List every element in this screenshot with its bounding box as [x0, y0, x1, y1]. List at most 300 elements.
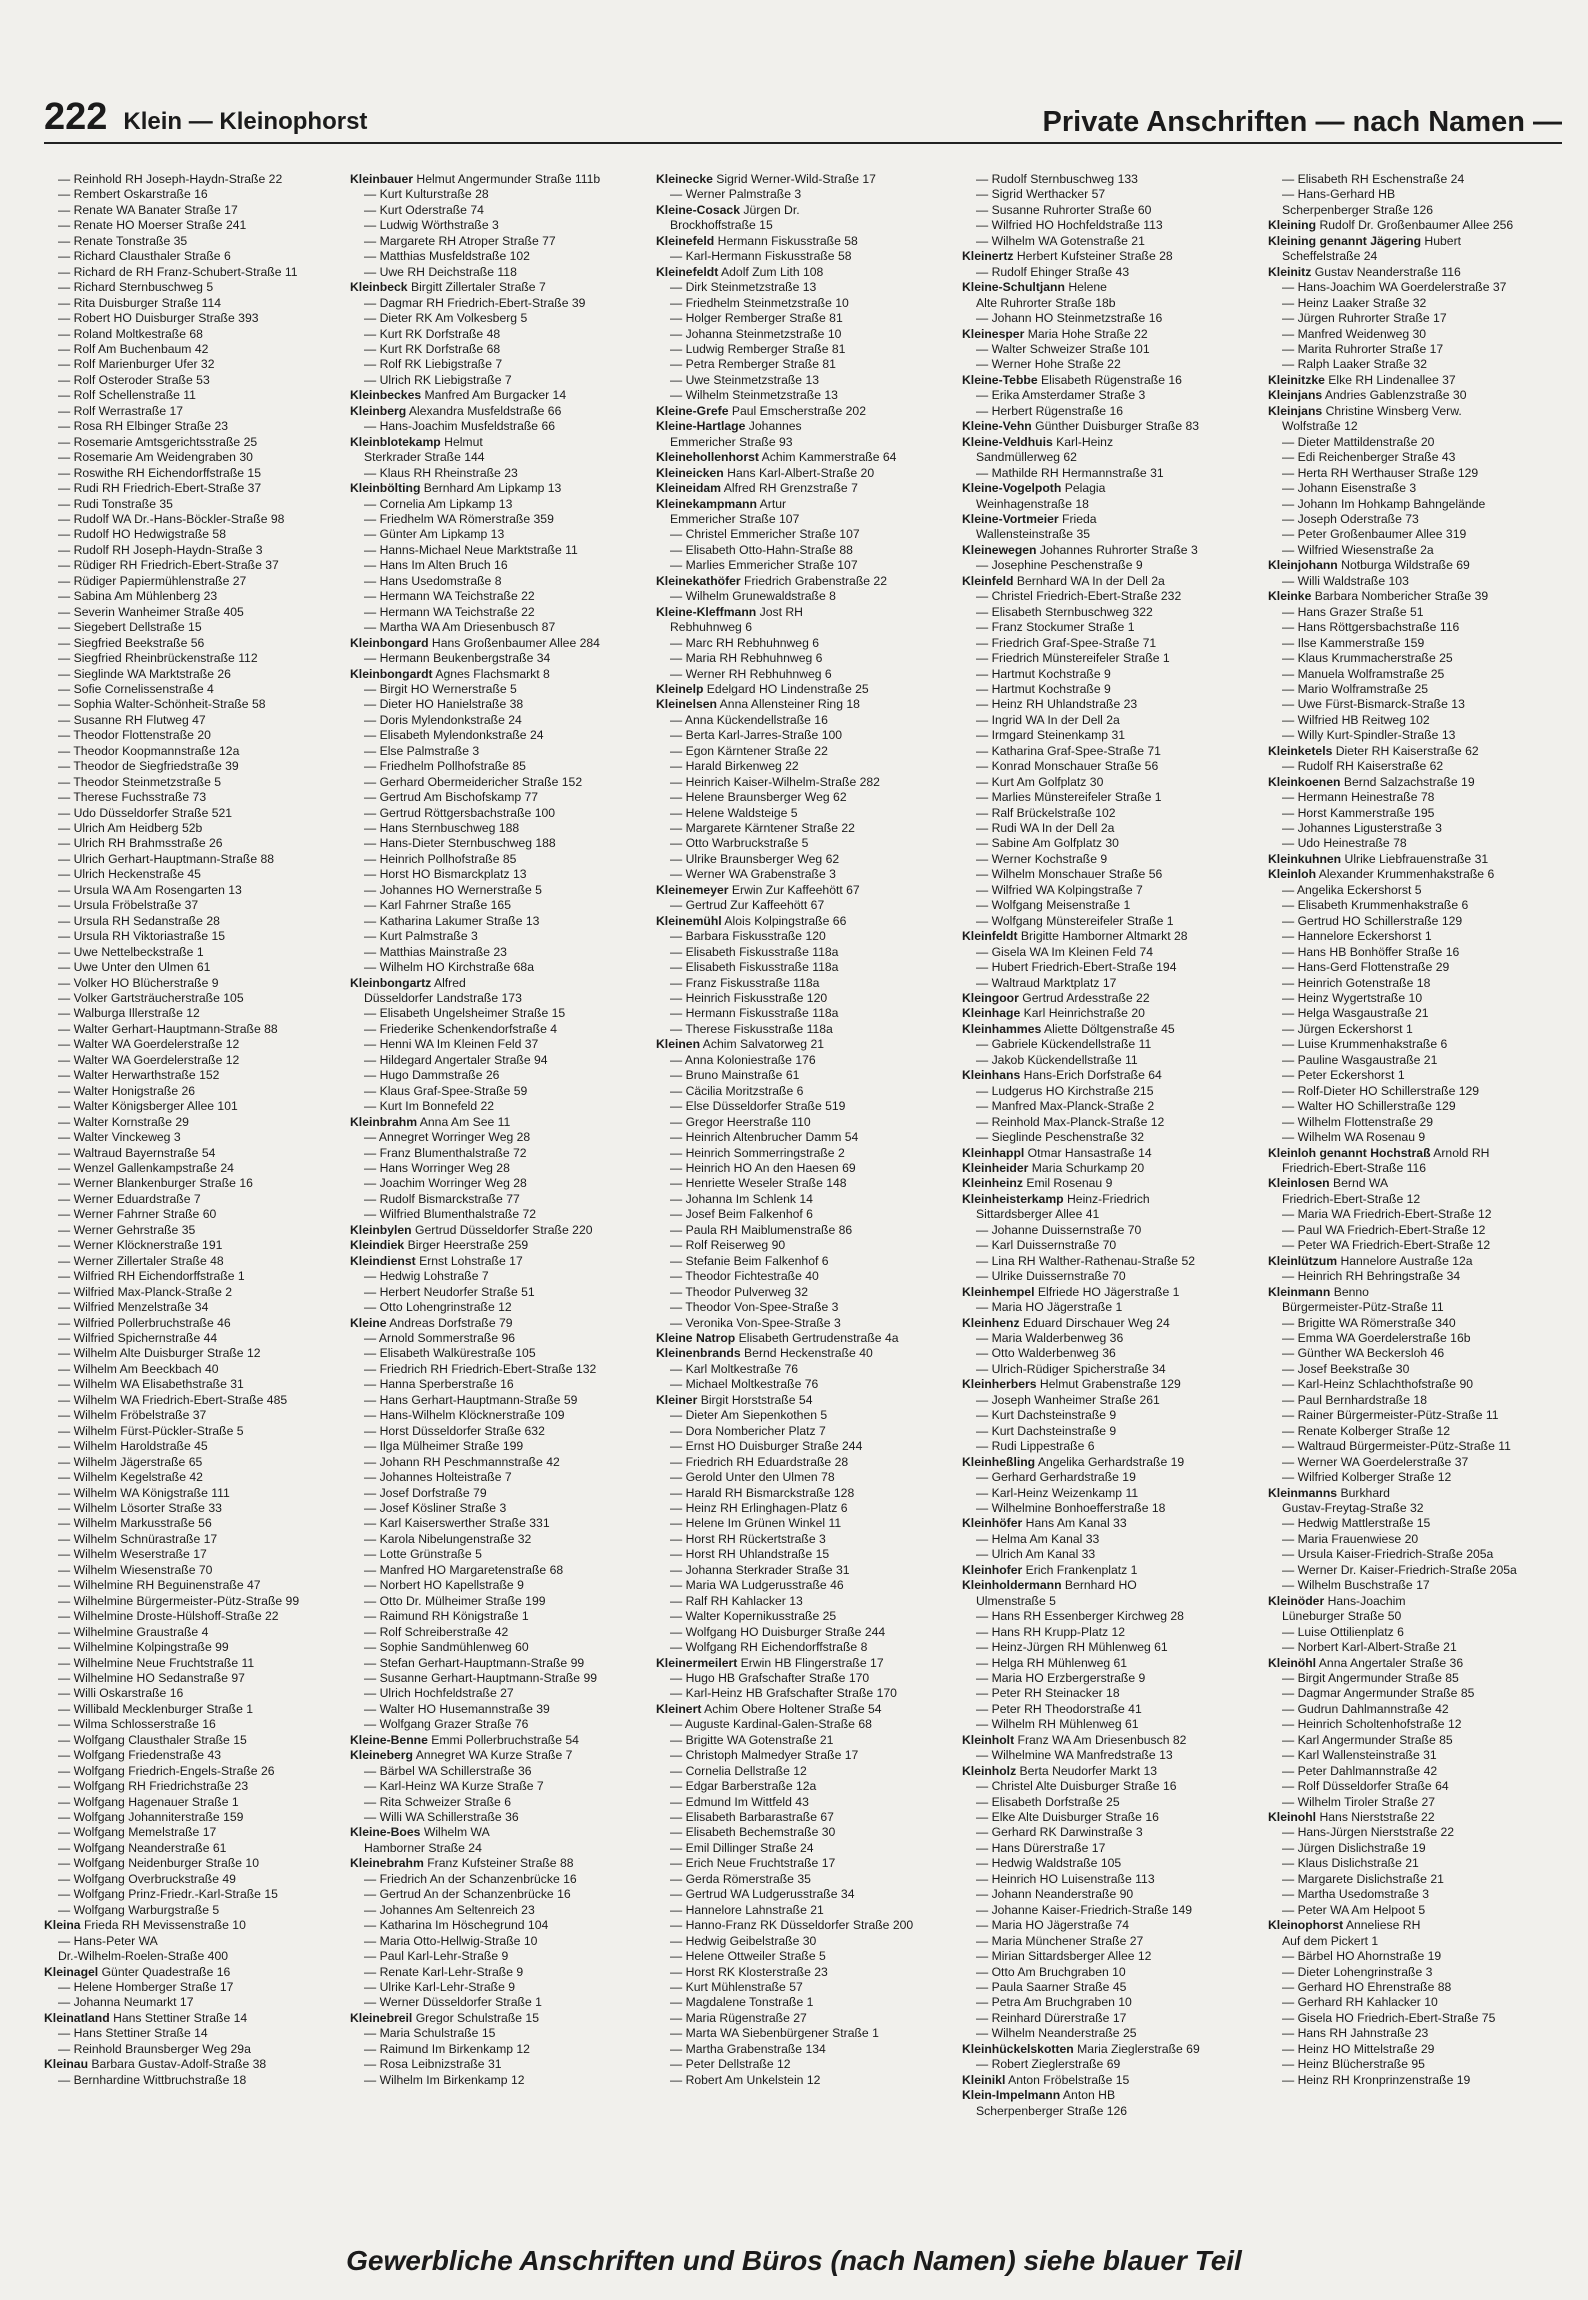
listing-entry: — Gerold Unter den Ulmen 78 — [670, 1470, 835, 1485]
surname-entry — [962, 1733, 1256, 1748]
entry-text: Alfred — [431, 975, 466, 990]
entry-text: Johannes Ruhrorter Straße 3 — [1036, 542, 1198, 557]
listing-entry: — Gertrud Röttgersbachstraße 100 — [364, 805, 556, 820]
listing-entry: — Maria Otto-Hellwig-Straße 10 — [364, 1933, 538, 1948]
entry-continuation: Emmericher Straße 93 — [670, 434, 793, 449]
surname-entry — [656, 605, 950, 620]
listing-entry: — Werner Hohe Straße 22 — [976, 357, 1121, 372]
surname-entry — [962, 419, 1256, 434]
surname: Klein-Impelmann — [962, 2088, 1061, 2103]
listing-entry: — Christel Friedrich-Ebert-Straße 232 — [976, 589, 1182, 604]
surname-entry — [656, 1656, 950, 1671]
listing-entry: — Rudolf Ehinger Straße 43 — [976, 264, 1130, 279]
surname-entry — [962, 249, 1256, 264]
entry-text: Hans Am Kanal 33 — [1022, 1516, 1127, 1531]
surname-entry — [962, 2088, 1256, 2103]
listing-entry: — Hans HB Bonhöffer Straße 16 — [1282, 944, 1460, 959]
listing-entry: — Wilhelmine RH Beguinenstraße 47 — [58, 1578, 261, 1593]
entry-text: Hans Stettiner Straße 14 — [109, 2010, 248, 2025]
listing-entry: — Karl-Heinz Weizenkamp 11 — [976, 1485, 1139, 1500]
surname: Kleinjans — [1268, 403, 1323, 418]
listing-entry: — Waltraud Bayernstraße 54 — [58, 1145, 216, 1160]
listing-entry: — Hedwig Mattlerstraße 15 — [1282, 1516, 1431, 1531]
entry-text: Sigrid Werner-Wild-Straße 17 — [712, 172, 876, 186]
listing-entry: — Volker Gartsträucherstraße 105 — [58, 991, 244, 1006]
entry-text: Ernst Lohstraße 17 — [415, 1253, 523, 1268]
listing-entry: — Ernst HO Duisburger Straße 244 — [670, 1439, 863, 1454]
entry-text: Karl Heinrichstraße 20 — [1020, 1006, 1145, 1021]
listing-entry: — Ulrike Karl-Lehr-Straße 9 — [364, 1980, 516, 1995]
entry-text: Hans-Erich Dorfstraße 64 — [1020, 1068, 1162, 1083]
surname-entry — [656, 450, 950, 465]
listing-entry: — Lotte Grünstraße 5 — [364, 1547, 482, 1562]
column-3 — [656, 172, 950, 2212]
listing-entry: — Uwe RH Deichstraße 118 — [364, 264, 517, 279]
entry-text: Helmut Grabenstraße 129 — [1036, 1377, 1181, 1392]
listing-entry: — Hannelore Lahnstraße 21 — [670, 1902, 824, 1917]
entry-continuation: Brockhoffstraße 15 — [670, 218, 773, 233]
entry-text: Birger Heerstraße 259 — [404, 1238, 529, 1253]
listing-entry: — Johann Eisenstraße 3 — [1282, 481, 1417, 496]
listing-entry: — Friedhelm WA Römerstraße 359 — [364, 511, 554, 526]
listing-entry: — Mathilde RH Hermannstraße 31 — [976, 465, 1164, 480]
entry-text: Manfred Am Burgacker 14 — [421, 388, 567, 403]
listing-entry: — Hans RH Krupp-Platz 12 — [976, 1624, 1126, 1639]
listing-entry: — Rosa Leibnizstraße 31 — [364, 2057, 502, 2072]
listing-entry: — Johannes Holteistraße 7 — [364, 1470, 512, 1485]
listing-entry: — Else Düsseldorfer Straße 519 — [670, 1099, 846, 1114]
listing-entry: — Hans-Peter WA — [58, 1933, 158, 1948]
listing-entry: — Walter Kopernikusstraße 25 — [670, 1609, 837, 1624]
listing-entry: — Josef Beim Falkenhof 6 — [670, 1207, 813, 1222]
listing-entry: — Walter WA Goerdelerstraße 12 — [58, 1037, 240, 1052]
listing-entry: — Hermann Heinestraße 78 — [1282, 790, 1435, 805]
listing-entry: — Werner RH Rebhuhnweg 6 — [670, 666, 832, 681]
listing-entry: — Norbert Karl-Albert-Straße 21 — [1282, 1640, 1457, 1655]
surname-entry — [962, 1006, 1256, 1021]
listing-entry: — Wolfgang RH Eichendorffstraße 8 — [670, 1640, 868, 1655]
listing-entry: — Werner Düsseldorfer Straße 1 — [364, 1995, 542, 2010]
surname: Kleinherbers — [962, 1377, 1037, 1392]
listing-entry: — Michael Moltkestraße 76 — [670, 1377, 819, 1392]
listing-entry: — Irmgard Steinenkamp 31 — [976, 728, 1126, 743]
entry-continuation: Alte Ruhrorter Straße 18b — [976, 295, 1116, 310]
listing-entry: — Rudolf HO Hedwigstraße 58 — [58, 527, 226, 542]
listing-entry: — Theodor Pulverweg 32 — [670, 1284, 808, 1299]
listing-entry: — Johannes Am Seltenreich 23 — [364, 1902, 535, 1917]
listing-entry: — Walter HO Husemannstraße 39 — [364, 1701, 550, 1716]
entry-continuation: Scheffelstraße 24 — [1282, 249, 1378, 264]
listing-entry: — Stefan Gerhart-Hauptmann-Straße 99 — [364, 1655, 585, 1670]
listing-entry: — Heinrich Altenbrucher Damm 54 — [670, 1130, 859, 1145]
entry-text: Gustav Neanderstraße 116 — [1311, 264, 1461, 279]
surname: Kleinekathöfer — [656, 573, 741, 588]
listing-entry: — Walter Schweizer Straße 101 — [976, 341, 1150, 356]
listing-entry: — Robert Zieglerstraße 69 — [976, 2057, 1121, 2072]
surname-entry — [656, 574, 950, 589]
listing-entry: — Otto Walderbenweg 36 — [976, 1346, 1116, 1361]
listing-entry: — Elisabeth Walkürestraße 105 — [364, 1346, 536, 1361]
listing-entry: — Wolfgang Prinz-Friedr.-Karl-Straße 15 — [58, 1887, 278, 1902]
listing-entry: — Hans-Jürgen Nierststraße 22 — [1282, 1825, 1455, 1840]
surname-entry — [1268, 1594, 1562, 1609]
entry-text: Günter Quadestraße 16 — [98, 1964, 231, 1979]
listing-entry: — Walburga Illerstraße 12 — [58, 1006, 200, 1021]
surname-entry — [44, 2011, 338, 2026]
listing-entry: — Ulrich-Rüdiger Spicherstraße 34 — [976, 1361, 1166, 1376]
listing-entry: — Wilhelm Jägerstraße 65 — [58, 1454, 203, 1469]
listing-entry: — Johann HO Steinmetzstraße 16 — [976, 311, 1163, 326]
surname: Kleinebrahm — [350, 1856, 424, 1871]
entry-text: Heinz-Friedrich — [1063, 1191, 1150, 1206]
listing-entry: — Heinz RH Uhlandstraße 23 — [976, 697, 1138, 712]
surname-entry — [1268, 388, 1562, 403]
surname-entry — [962, 1146, 1256, 1161]
listing-entry: — Ulrich Hochfeldstraße 27 — [364, 1686, 514, 1701]
listing-entry: — Hans-Gerhard HB — [1282, 187, 1396, 202]
listing-entry: — Johanne Kaiser-Friedrich-Straße 149 — [976, 1902, 1193, 1917]
listing-entry: — Rainer Bürgermeister-Pütz-Straße 11 — [1282, 1408, 1499, 1423]
listing-entry: — Johannes Ligusterstraße 3 — [1282, 821, 1442, 836]
surname-entry — [962, 373, 1256, 388]
listing-entry: — Friedrich RH Eduardstraße 28 — [670, 1454, 849, 1469]
surname-entry — [656, 203, 950, 218]
listing-entry: — Horst RH Rückertstraße 3 — [670, 1531, 826, 1546]
listing-entry: — Gerda Römerstraße 35 — [670, 1871, 811, 1886]
entry-text: Bernhard WA In der Dell 2a — [1013, 573, 1165, 588]
surname-entry — [962, 2042, 1256, 2057]
surname: Kleinermeilert — [656, 1655, 738, 1670]
listing-entry: — Maria HO Jägerstraße 74 — [976, 1918, 1130, 1933]
listing-entry: — Johanna Sterkrader Straße 31 — [670, 1562, 850, 1577]
listing-entry: — Renate Karl-Lehr-Straße 9 — [364, 1964, 524, 1979]
listing-entry: — Ulrike Duissernstraße 70 — [976, 1269, 1126, 1284]
surname-entry — [350, 172, 644, 187]
surname-entry — [350, 1254, 644, 1269]
listing-entry: — Gerhard RH Kahlacker 10 — [1282, 1995, 1438, 2010]
listing-entry: — Hedwig Waldstraße 105 — [976, 1856, 1122, 1871]
name-range: Klein — Kleinophorst — [123, 108, 368, 135]
entry-text: Adolf Zum Lith 108 — [718, 264, 824, 279]
listing-entry: — Hugo Dammstraße 26 — [364, 1068, 500, 1083]
listing-entry: — Willi WA Schillerstraße 36 — [364, 1810, 519, 1825]
listing-entry: — Gisela HO Friedrich-Ebert-Straße 75 — [1282, 2010, 1496, 2025]
listing-entry: — Richard Clausthaler Straße 6 — [58, 249, 231, 264]
listing-entry: — Elisabeth Bechemstraße 30 — [670, 1825, 836, 1840]
listing-entry: — Petra Am Bruchgraben 10 — [976, 1995, 1132, 2010]
listing-entry: — Edmund Im Wittfeld 43 — [670, 1794, 809, 1809]
footer-note: Gewerbliche Anschriften und Büros (nach Namen) siehe blauer Teil — [346, 2245, 1242, 2276]
listing-entry: — Wolfgang Memelstraße 17 — [58, 1825, 217, 1840]
listing-entry: — Konrad Monschauer Straße 56 — [976, 759, 1159, 774]
entry-text: Bernd Heckenstraße 40 — [740, 1346, 873, 1361]
surname: Kleinemeyer — [656, 882, 729, 897]
listing-entry: — Hans Grazer Straße 51 — [1282, 604, 1424, 619]
listing-entry: — Renate Kolberger Straße 12 — [1282, 1423, 1451, 1438]
entry-continuation: Friedrich-Ebert-Straße 12 — [1282, 1191, 1421, 1206]
listing-entry: — Hugo HB Grafschafter Straße 170 — [670, 1670, 870, 1685]
surname: Kleine-Kleffmann — [656, 604, 757, 619]
listing-entry: — Severin Wanheimer Straße 405 — [58, 604, 244, 619]
listing-entry: — Hans-Joachim Musfeldstraße 66 — [364, 419, 556, 434]
listing-entry: — Bärbel WA Schillerstraße 36 — [364, 1763, 532, 1778]
entry-text: Edelgard HO Lindenstraße 25 — [703, 681, 869, 696]
listing-entry: — Wolfgang Warburgstraße 5 — [58, 1902, 220, 1917]
listing-entry: — Martha WA Am Driesenbusch 87 — [364, 620, 556, 635]
surname: Kleinke — [1268, 589, 1312, 604]
listing-entry: — Wilhelm RH Mühlenweg 61 — [976, 1717, 1139, 1732]
listing-entry: — Horst HO Bismarckplatz 13 — [364, 867, 527, 882]
entry-text: Barbara Nombericher Straße 39 — [1311, 589, 1489, 604]
listing-entry: — Ursula RH Viktoriastraße 15 — [58, 929, 226, 944]
surname: Kleinophorst — [1268, 1918, 1344, 1933]
listing-entry: — Ursula Fröbelstraße 37 — [58, 898, 199, 913]
entry-text: Jost RH — [756, 604, 803, 619]
listing-entry: — Sofie Cornelissenstraße 4 — [58, 681, 214, 696]
entry-continuation: Wallensteinstraße 35 — [976, 527, 1091, 542]
page-header — [44, 96, 1562, 144]
surname-entry — [1268, 1486, 1562, 1501]
surname: Kleinbölting — [350, 481, 421, 496]
listing-entry: — Hans Röttgersbachstraße 116 — [1282, 620, 1460, 635]
listing-entry: — Elisabeth Ungelsheimer Straße 15 — [364, 1006, 566, 1021]
listing-entry: — Karl-Heinz HB Grafschafter Straße 170 — [670, 1686, 897, 1701]
listing-entry: — Gudrun Dahlmannstraße 42 — [1282, 1701, 1449, 1716]
listing-entry: — Therese Fuchsstraße 73 — [58, 790, 207, 805]
listing-entry: — Birgit Angermunder Straße 85 — [1282, 1670, 1459, 1685]
surname-entry — [656, 1702, 950, 1717]
listing-entry: — Heinrich Scholtenhofstraße 12 — [1282, 1717, 1462, 1732]
listing-entry: — Maria RH Rebhuhnweg 6 — [670, 651, 823, 666]
entry-text: Elfriede HO Jägerstraße 1 — [1034, 1284, 1180, 1299]
surname: Kleine-Grefe — [656, 403, 729, 418]
surname: Kleindienst — [350, 1253, 416, 1268]
listing-entry: — Robert Am Unkelstein 12 — [670, 2072, 821, 2087]
listing-entry: — Rolf Werrastraße 17 — [58, 403, 184, 418]
entry-text: Anton HB — [1060, 2088, 1116, 2103]
listing-entry: — Herbert Neudorfer Straße 51 — [364, 1284, 535, 1299]
listing-entry: — Heinz-Jürgen RH Mühlenweg 61 — [976, 1640, 1168, 1655]
entry-continuation: Rebhuhnweg 6 — [670, 620, 752, 635]
listing-entry: — Rolf Marienburger Ufer 32 — [58, 357, 215, 372]
listing-entry: — Josef Dorfstraße 79 — [364, 1485, 487, 1500]
surname-entry — [44, 1918, 338, 1933]
surname-entry — [962, 327, 1256, 342]
entry-continuation: Hamborner Straße 24 — [364, 1840, 482, 1855]
listing-entry: — Wolfgang Neanderstraße 61 — [58, 1840, 227, 1855]
listing-entry: — Dieter Am Siepenkothen 5 — [670, 1408, 828, 1423]
listing-entry: — Cornelia Dellstraße 12 — [670, 1763, 807, 1778]
listing-entry: — Heinz RH Kronprinzenstraße 19 — [1282, 2072, 1471, 2087]
entry-text: Wilhelm WA — [420, 1825, 490, 1840]
listing-entry: — Therese Fiskusstraße 118a — [670, 1021, 833, 1036]
listing-entry: — Heinrich HO An den Haesen 69 — [670, 1161, 856, 1175]
listing-entry: — Theodor Koopmannstraße 12a — [58, 743, 240, 758]
listing-entry: — Wilhelm Markusstraße 56 — [58, 1516, 212, 1531]
entry-text: Franz Kufsteiner Straße 88 — [423, 1856, 574, 1871]
listing-entry: — Sieglinde Peschenstraße 32 — [976, 1130, 1145, 1145]
entry-text: Frieda — [1058, 511, 1097, 526]
listing-entry: — Herbert Rügenstraße 16 — [976, 403, 1123, 418]
listing-entry: — Angelika Eckershorst 5 — [1282, 882, 1422, 897]
listing-entry: — Cornelia Am Lipkamp 13 — [364, 496, 513, 511]
listing-entry: — Heinrich Pollhofstraße 85 — [364, 851, 517, 866]
listing-entry: — Hans Stettiner Straße 14 — [58, 2026, 208, 2041]
listing-entry: — Manfred Max-Planck-Straße 2 — [976, 1099, 1155, 1114]
listing-entry: — Emma WA Goerdelerstraße 16b — [1282, 1330, 1471, 1345]
listing-entry: — Werner Klöcknerstraße 191 — [58, 1238, 223, 1253]
listing-entry: — Rolf-Dieter HO Schillerstraße 129 — [1282, 1083, 1480, 1098]
listing-entry: — Gregor Heerstraße 110 — [670, 1114, 811, 1129]
listing-entry: — Wilhelm Alte Duisburger Straße 12 — [58, 1346, 261, 1361]
listing-entry: — Renate WA Banater Straße 17 — [58, 202, 238, 217]
listing-entry: — Erika Amsterdamer Straße 3 — [976, 388, 1146, 403]
listing-entry: — Ulrich Heckenstraße 45 — [58, 867, 201, 882]
entry-text: Erich Frankenplatz 1 — [1022, 1562, 1138, 1577]
listing-entry: — Peter Dellstraße 12 — [670, 2057, 791, 2072]
listing-entry: — Karl Angermunder Straße 85 — [1282, 1732, 1453, 1747]
listing-entry: — Heinrich Kaiser-Wilhelm-Straße 282 — [670, 774, 880, 789]
listing-entry: — Rüdiger Papiermühlenstraße 27 — [58, 573, 247, 588]
listing-entry: — Wilhelm WA Friedrich-Ebert-Straße 485 — [58, 1392, 288, 1407]
listing-entry: — Wilfried HB Reitweg 102 — [1282, 712, 1430, 727]
listing-entry: — Wilhelm Weserstraße 17 — [58, 1547, 207, 1562]
listing-entry: — Hanna Sperberstraße 16 — [364, 1377, 514, 1392]
entry-text: Maria Hohe Straße 22 — [1024, 326, 1148, 341]
listing-entry: — Willibald Mecklenburger Straße 1 — [58, 1701, 254, 1716]
surname-entry — [350, 1856, 644, 1871]
surname-entry — [962, 929, 1256, 944]
listing-entry: — Günther WA Beckersloh 46 — [1282, 1346, 1445, 1361]
listing-entry: — Friedrich Münstereifeler Straße 1 — [976, 651, 1170, 666]
listing-entry: — Hartmut Kochstraße 9 — [976, 666, 1111, 681]
surname: Kleineicken — [656, 465, 724, 480]
surname: Kleinelsen — [656, 697, 717, 712]
entry-text: Maria Zieglerstraße 69 — [1073, 2041, 1200, 2056]
surname-entry — [962, 2073, 1256, 2088]
listing-entry: — Franz Fiskusstraße 118a — [670, 975, 820, 990]
surname-entry — [962, 481, 1256, 496]
listing-entry: — Wolfgang Münstereifeler Straße 1 — [976, 913, 1174, 928]
listing-entry: — Joseph Wanheimer Straße 261 — [976, 1392, 1160, 1407]
listing-entry: — Udo Heinestraße 78 — [1282, 836, 1407, 851]
listing-entry: — Wenzel Gallenkampstraße 24 — [58, 1161, 234, 1175]
listing-entry: — Henni WA Im Kleinen Feld 37 — [364, 1037, 539, 1052]
listing-entry: — Renate Tonstraße 35 — [58, 233, 188, 248]
listing-entry: — Walter Königsberger Allee 101 — [58, 1099, 238, 1114]
surname-entry — [656, 466, 950, 481]
listing-entry: — Brigitte WA Gotenstraße 21 — [670, 1732, 834, 1747]
listing-entry: — Friedhelm Pollhofstraße 85 — [364, 759, 526, 774]
surname-entry — [656, 1393, 950, 1408]
listing-entry: — Jürgen Ruhrorter Straße 17 — [1282, 311, 1447, 326]
surname: Kleinhofer — [962, 1562, 1023, 1577]
surname: Kleine-Tebbe — [962, 372, 1038, 387]
entry-text: Alexandra Musfeldstraße 66 — [406, 403, 562, 418]
listing-entry: — Rudolf RH Joseph-Haydn-Straße 3 — [58, 542, 263, 557]
listing-entry: — Helene Braunsberger Weg 62 — [670, 790, 847, 805]
listing-entry: — Martha Usedomstraße 3 — [1282, 1887, 1429, 1902]
listing-entry: — Christoph Malmedyer Straße 17 — [670, 1748, 859, 1763]
listing-entry: — Ludwig Remberger Straße 81 — [670, 341, 846, 356]
entry-text: Herbert Kufsteiner Straße 28 — [1013, 249, 1173, 264]
surname: Kleingoor — [962, 991, 1019, 1006]
listing-entry: — Hans RH Jahnstraße 23 — [1282, 2026, 1429, 2041]
listing-entry: — Otto Warbruckstraße 5 — [670, 836, 809, 851]
entry-text: Anna Am See 11 — [417, 1114, 511, 1129]
surname-entry — [350, 1238, 644, 1253]
listing-entry: — Ulrike Braunsberger Weg 62 — [670, 851, 840, 866]
listing-entry: — Pauline Wasgaustraße 21 — [1282, 1052, 1438, 1067]
listing-entry: — Paul WA Friedrich-Ebert-Straße 12 — [1282, 1222, 1486, 1237]
entry-continuation: Bürgermeister-Pütz-Straße 11 — [1282, 1300, 1444, 1315]
listing-entry: — Wilhelm Buschstraße 17 — [1282, 1578, 1430, 1593]
listing-entry: — Rolf RK Liebigstraße 7 — [364, 357, 503, 372]
column-1 — [44, 172, 338, 2212]
section-title: Private Anschriften — nach Namen — — [1042, 106, 1562, 138]
listing-entry: — Maria Rügenstraße 27 — [670, 2010, 807, 2025]
surname-entry — [1268, 867, 1562, 882]
listing-entry: — Kurt Oderstraße 74 — [364, 202, 484, 217]
surname: Kleinhammes — [962, 1021, 1042, 1036]
listing-entry: — Johann Im Hohkamp Bahngelände — [1282, 496, 1486, 511]
surname: Kleinecke — [656, 172, 713, 186]
surname-entry — [350, 976, 644, 991]
entry-continuation: Sittardsberger Allee 41 — [976, 1207, 1100, 1222]
surname: Kleinloh genannt Hochstraß — [1268, 1145, 1431, 1160]
surname: Kleinöhl — [1268, 1655, 1317, 1670]
surname-entry — [1268, 1656, 1562, 1671]
entry-continuation: Weinhagenstraße 18 — [976, 496, 1089, 511]
listing-entry: — Ulrich Am Heidberg 52b — [58, 821, 203, 836]
surname-entry — [962, 574, 1256, 589]
listing-entry: — Willi Oskarstraße 16 — [58, 1686, 184, 1701]
surname: Kleinitz — [1268, 264, 1312, 279]
listing-entry: — Theodor Steinmetzstraße 5 — [58, 774, 222, 789]
listing-entry: — Karl Fahrner Straße 165 — [364, 898, 511, 913]
listing-entry: — Hildegard Angertaler Straße 94 — [364, 1052, 548, 1067]
listing-entry: — Wilfried Pollerbruchstraße 46 — [58, 1315, 231, 1330]
listing-entry: — Friederike Schenkendorfstraße 4 — [364, 1021, 558, 1036]
listing-entry: — Margarete RH Atroper Straße 77 — [364, 233, 556, 248]
entry-text: Anna Allensteiner Ring 18 — [716, 697, 860, 712]
listing-entry: — Rolf Am Buchenbaum 42 — [58, 341, 209, 356]
listing-entry: — Wolfgang Grazer Straße 76 — [364, 1717, 529, 1732]
surname: Kleinemühl — [656, 913, 722, 928]
listing-entry: — Karl Kaiserswerther Straße 331 — [364, 1516, 550, 1531]
listing-entry: — Kurt Kulturstraße 28 — [364, 187, 489, 202]
listing-entry: — Paula Saarner Straße 45 — [976, 1980, 1127, 1995]
surname: Kleinlosen — [1268, 1176, 1330, 1191]
listing-entry: — Werner WA Goerdelerstraße 37 — [1282, 1454, 1469, 1469]
surname: Kleine-Veldhuis — [962, 434, 1053, 449]
listing-entry: — Gerhard RK Darwinstraße 3 — [976, 1825, 1143, 1840]
entry-continuation: Sandmüllerweg 62 — [976, 450, 1077, 465]
listing-entry: — Wilhelm Fröbelstraße 37 — [58, 1408, 207, 1423]
surname: Kleinheisterkamp — [962, 1191, 1064, 1206]
entry-text: Berta Neudorfer Markt 13 — [1016, 1763, 1158, 1778]
listing-entry: — Theodor de Siegfriedstraße 39 — [58, 759, 239, 774]
listing-entry: — Wilfried Menzelstraße 34 — [58, 1300, 209, 1315]
surname: Kleina — [44, 1918, 81, 1933]
listing-entry: — Marlies Münstereifeler Straße 1 — [976, 790, 1162, 805]
surname: Kleinau — [44, 2057, 89, 2072]
surname-entry — [656, 497, 950, 512]
surname-entry — [656, 1346, 950, 1361]
entry-continuation: Ulmenstraße 5 — [976, 1593, 1056, 1608]
entry-text: Burkhard — [1337, 1485, 1390, 1500]
listing-entry: — Werner Palmstraße 3 — [670, 187, 802, 202]
